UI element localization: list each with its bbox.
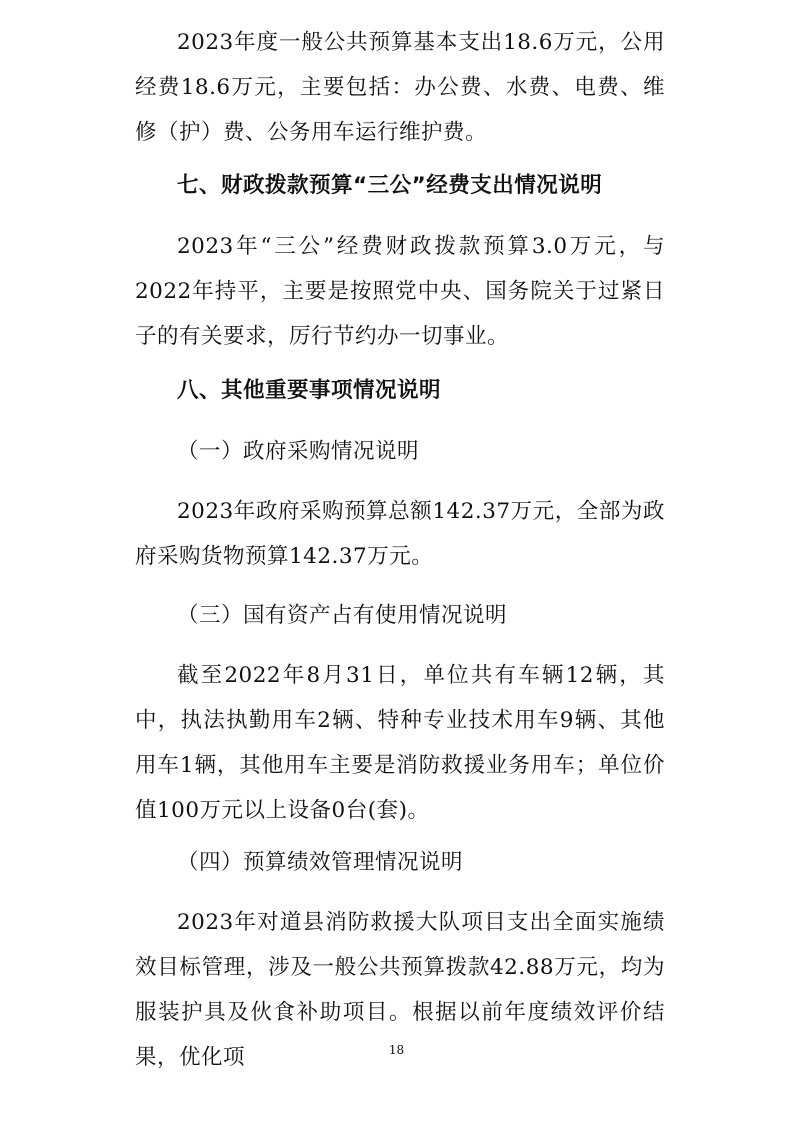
- paragraph-government-procurement: 2023年政府采购预算总额142.37万元，全部为政府采购货物预算142.37万元。: [135, 499, 665, 569]
- subheading-government-procurement: （一）政府采购情况说明: [177, 439, 420, 464]
- page-number: 18: [388, 1043, 405, 1057]
- subheading-performance-management: （四）预算绩效管理情况说明: [177, 850, 464, 875]
- paragraph-three-public-expenses: 2023年“三公”经费财政拨款预算3.0万元，与2022年持平，主要是按照党中央、国务院关于过紧日子的有关要求，厉行节约办一切事业。: [135, 234, 665, 349]
- section-heading-other-matters: 八、其他重要事项情况说明: [177, 378, 442, 403]
- paragraph-basic-expenditure: 2023年度一般公共预算基本支出18.6万元，公用经费18.6万元，主要包括：办公费、水费、电费、维修（护）费、公务用车运行维护费。: [135, 30, 665, 145]
- subheading-state-assets: （三）国有资产占有使用情况说明: [177, 603, 508, 628]
- paragraph-performance-management: 2023年对道县消防救援大队项目支出全面实施绩效目标管理，涉及一般公共预算拨款42.88万元，均为服装护具及伙食补助项目。根据以前年度绩效评价结果，优化项: [135, 910, 665, 1070]
- section-heading-three-public-expenses: 七、财政拨款预算“三公”经费支出情况说明: [177, 173, 603, 198]
- paragraph-state-assets: 截至2022年8月31日，单位共有车辆12辆，其中，执法执勤用车2辆、特种专业技术用车9辆、其他用车1辆，其他用车主要是消防救援业务用车；单位价值100万元以上设备0台(套)。: [135, 663, 665, 823]
